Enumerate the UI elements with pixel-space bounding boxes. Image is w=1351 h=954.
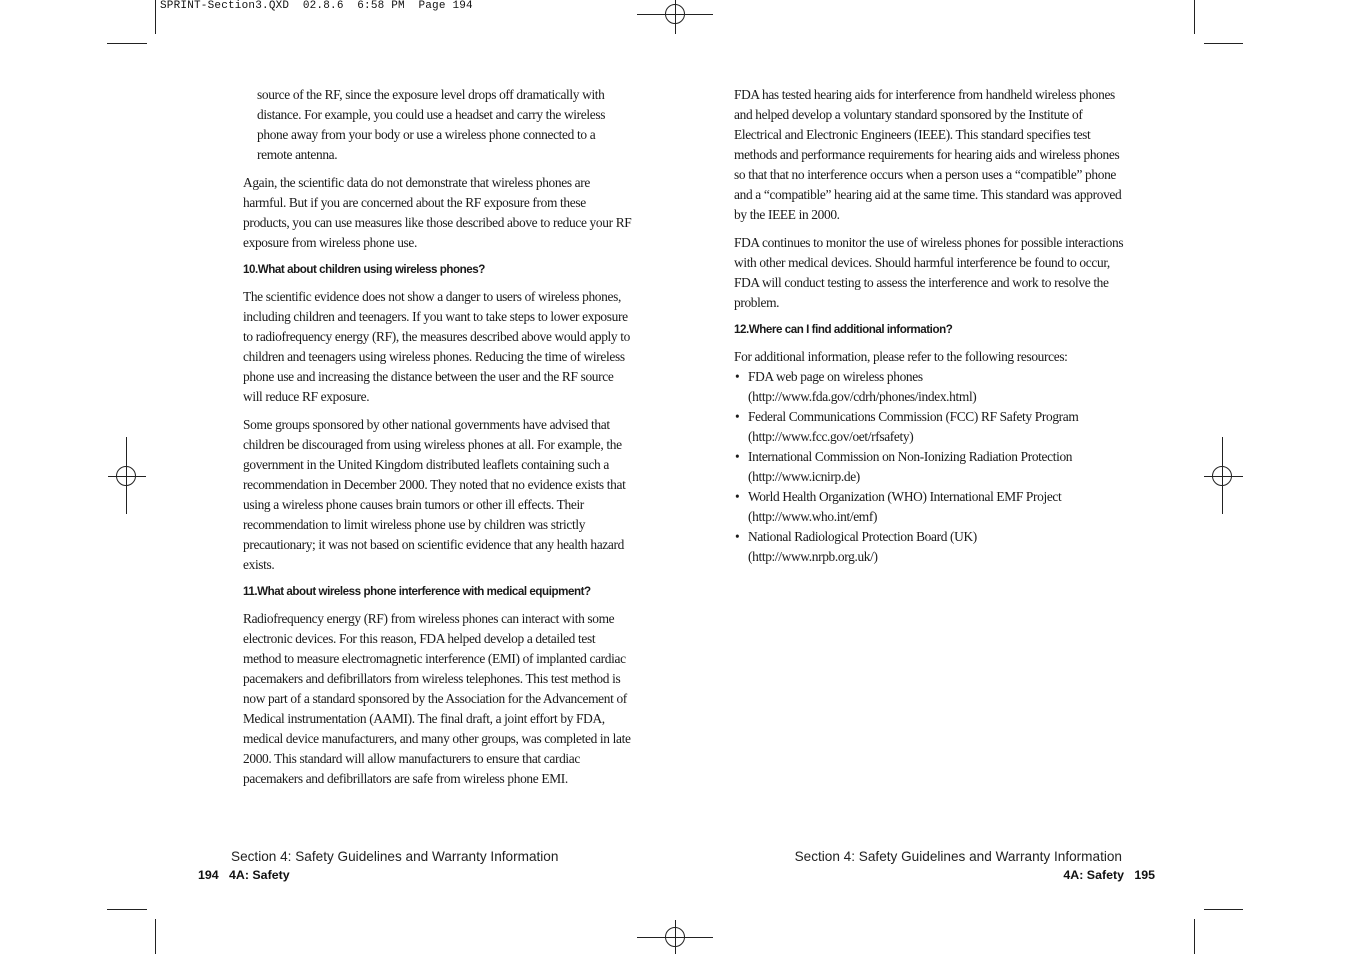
question-11-heading: 11.What about wireless phone interference with medical equipment? xyxy=(243,585,591,598)
list-item xyxy=(734,407,1126,447)
paragraph: Again, the scientific data do not demonstrate that wireless phones are harmful. But if you are concerned about the RF exposure from these products, you can use measures like those described above to reduce your RF exposure from wireless phone use. xyxy=(243,175,632,250)
right-page-body xyxy=(734,85,1126,567)
left-page-body xyxy=(243,85,633,797)
resource-name: National Radiological Protection Board (UK) xyxy=(748,529,977,544)
left-footer-page-label: 194 4A: Safety xyxy=(198,868,290,882)
list-item xyxy=(734,367,1126,407)
list-item xyxy=(734,527,1126,567)
list-item xyxy=(734,447,1126,487)
paragraph: Some groups sponsored by other national governments have advised that children be discouraged from using wireless phones at all. For example, the government in the United Kingdom distributed leaflets containing such a recommendation in December 2000. They noted that no evidence exists that using a wireless phone causes brain tumors or other ill effects. Their recommendation to limit wireless phone use by children was strictly precautionary; it was not based on scientific evidence that any health hazard exists. xyxy=(243,417,626,572)
question-10-heading: 10.What about children using wireless phones? xyxy=(243,263,485,276)
paragraph: FDA continues to monitor the use of wireless phones for possible interactions with other medical devices. Should harmful interference be found to occur, FDA will conduct testing to assess the interference and work to resolve the problem. xyxy=(734,235,1124,310)
left-footer-section-title: Section 4: Safety Guidelines and Warranty Information xyxy=(231,849,559,864)
resource-url: (http://www.fda.gov/cdrh/phones/index.html) xyxy=(748,389,977,404)
list-item xyxy=(734,487,1126,527)
right-footer-section-title: Section 4: Safety Guidelines and Warranty Information xyxy=(794,849,1122,864)
resource-name: Federal Communications Commission (FCC) RF Safety Program xyxy=(748,409,1079,424)
question-12-heading: 12.Where can I find additional information? xyxy=(734,323,953,336)
resource-url: (http://www.nrpb.org.uk/) xyxy=(748,549,878,564)
resources-intro: For additional information, please refer to the following resources: xyxy=(734,349,1068,364)
paragraph: source of the RF, since the exposure level drops off dramatically with distance. For example, you could use a headset and carry the wireless phone away from your body or use a wireless phone connected to a remote antenna. xyxy=(257,87,606,162)
paragraph: Radiofrequency energy (RF) from wireless phones can interact with some electronic devices. For this reason, FDA helped develop a detailed test method to measure electromagnetic interference (EMI) of implanted cardiac pacemakers and defibrillators from wireless telephones. This test method is now part of a standard sponsored by the Association for the Advancement of Medical instrumentation (AAMI). The final draft, a joint effort by FDA, medical device manufacturers, and many other groups, was completed in late 2000. This standard will allow manufacturers to ensure that cardiac pacemakers and defibrillators are safe from wireless phone EMI. xyxy=(243,611,631,786)
right-footer-page-label: 4A: Safety 195 xyxy=(1063,868,1155,882)
resource-url: (http://www.fcc.gov/oet/rfsafety) xyxy=(748,429,914,444)
resource-name: International Commission on Non-Ionizing Radiation Protection xyxy=(748,449,1073,464)
bullet-icon: • xyxy=(735,369,740,384)
resource-list xyxy=(734,367,1126,567)
resource-url: (http://www.icnirp.de) xyxy=(748,469,860,484)
resource-name: World Health Organization (WHO) International EMF Project xyxy=(748,489,1062,504)
resource-url: (http://www.who.int/emf) xyxy=(748,509,878,524)
paragraph: FDA has tested hearing aids for interference from handheld wireless phones and helped develop a voluntary standard sponsored by the Institute of Electrical and Electronic Engineers (IEEE). This standard specifies test methods and performance requirements for hearing aids and wireless phones so that that no interference occurs when a person uses a “compatible” phone and a “compatible” hearing aid at the same time. This standard was approved by the IEEE in 2000. xyxy=(734,87,1122,222)
printer-slug: SPRINT-Section3.QXD 02.8.6 6:58 PM Page 194 xyxy=(160,0,473,12)
bullet-icon: • xyxy=(735,529,740,544)
bullet-icon: • xyxy=(735,409,740,424)
bullet-icon: • xyxy=(735,489,740,504)
paragraph: The scientific evidence does not show a danger to users of wireless phones, including children and teenagers. If you want to take steps to lower exposure to radiofrequency energy (RF), the measures described above would apply to children and teenagers using wireless phones. Reducing the time of wireless phone use and increasing the distance between the user and the RF source will reduce RF exposure. xyxy=(243,289,630,404)
resource-name: FDA web page on wireless phones xyxy=(748,369,923,384)
bullet-icon: • xyxy=(735,449,740,464)
